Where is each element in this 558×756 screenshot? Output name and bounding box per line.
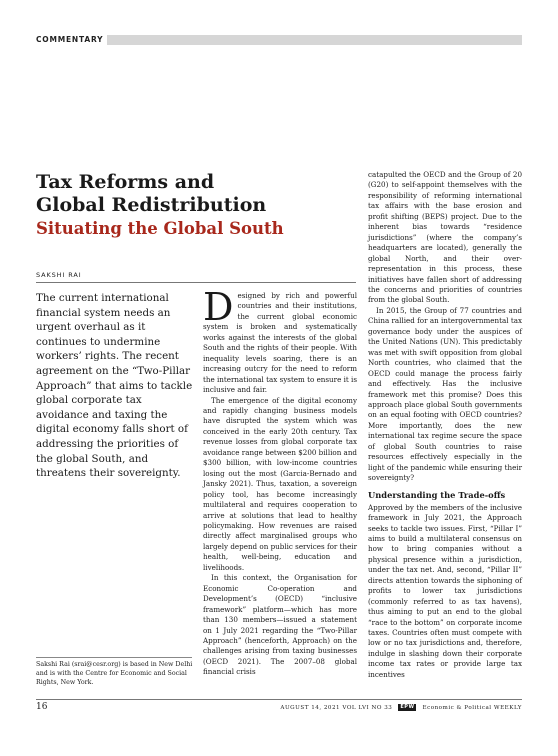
issue-date: AUGUST 14, 2021 VOL LVI NO 33 [280,704,393,711]
body-paragraph [203,285,357,396]
epw-logo: EPW [400,704,415,710]
body-column-2 [203,285,357,678]
section-heading: Understanding the Trade-offs [368,489,506,500]
body-paragraph: In 2015, the Group of 77 countries and China rallied for an intergovernmental tax governance body under the auspices of the United Nations (UN). This predictably was met with swift opposition from global North countries, who claimed that the OECD could manage the process fairly and effectively. Has the inclusive framework met this promise? Does this approach place global South governments on an equal footing with OECD countries? More importantly, does the new international tax regime secure the space of global South countries to raise resources effectively especially in the light of the pandemic while ensuring their sovereignty? [368,305,522,483]
title-line-1: Tax Reforms and [36,171,215,193]
paragraph-text: esigned by rich and powerful countries and their institutions, the current global economic system is broken and systematically works against the interests of the global South and the rights of their people. With inequality levels soaring, there is an increasing outcry for the need to reform the international tax system to ensure it is inclusive and fair. [203,291,357,395]
footer-issue-info [280,704,522,711]
byline-divider [36,282,356,283]
article-title [36,171,346,217]
body-paragraph: The emergence of the digital economy and rapidly changing business models have disrupted the system which was conceived in the early 20th century. Tax revenue losses from global corporate tax avoidance range between $200 billion and $300 billion, with low-income countries losing out the most (Garcia-Bernado and Jansky 2021). Thus, taxation, a sovereign policy tool, has become increasingly multilateral and requires cooperation to arrive at solutions that lead to healthy policymaking. How revenues are raised directly affect marginalised groups who largely depend on public services for their health, well-being, education and livelihoods. [203,395,357,572]
footer-divider [36,699,522,700]
body-paragraph: In this context, the Organisation for Economic Co-operation and Development’s (OECD) “inclusive framework” platform—which has more than 130 members—issued a statement on 1 July 2021 regarding the “Two-Pillar Approach” (henceforth, Approach) on the challenges arising from taxing businesses (OECD 2021). The 2007–08 global financial crisis [203,573,357,677]
author-byline: SAKSHI RAI [36,271,82,279]
abstract-text: The current international financial system needs an urgent overhaul as it continues to undermine workers’ rights. The recent agreement on the “Two-Pillar Approach” that aims to tackle global corporate tax avoidance and taxing the digital economy falls short of addressing the priorities of the global South, and threatens their sovereignty. [36,292,193,480]
drop-cap: D [203,285,234,329]
section-label: COMMENTARY [36,35,107,45]
body-paragraph: catapulted the OECD and the Group of 20 (G20) to self-appoint themselves with the responsibility of reforming international tax affairs with the base erosion and profit shifting (BEPS) project. Due to the inherent bias towards “residence jurisdictions” (where the company’s headquarters are located), generally the global North, and their over-representation in this process, these initiatives have fallen short of addressing the concerns and priorities of countries from the global South. [368,170,522,305]
body-column-3 [368,170,522,680]
article-subtitle: Situating the Global South [36,219,284,238]
section-bar [36,35,522,45]
journal-name: Economic & Political WEEKLY [422,704,522,711]
page-number: 16 [36,702,48,712]
title-line-2: Global Redistribution [36,194,267,216]
body-paragraph: Approved by the members of the inclusive framework in July 2021, the Approach seeks to tackle two issues. First, “Pillar I” aims to build a multilateral consensus on how to bring companies without a physical presence within a jurisdiction, under the tax net. And, second, “Pillar II” directs attention towards the siphoning of profits to lower tax jurisdictions (commonly referred to as tax havens), thus aiming to put an end to the global “race to the bottom” on corporate income taxes. Countries often must compete with low or no tax jurisdictions and, therefore, indulge in slashing down their corporate income tax rates or provide large tax incentives [368,502,522,679]
author-footnote: Sakshi Rai (srai@cesr.org) is based in New Delhi and is with the Centre for Economic and Social Rights, New York. [36,661,193,686]
footnote-divider [36,657,192,658]
article-abstract [36,291,196,481]
